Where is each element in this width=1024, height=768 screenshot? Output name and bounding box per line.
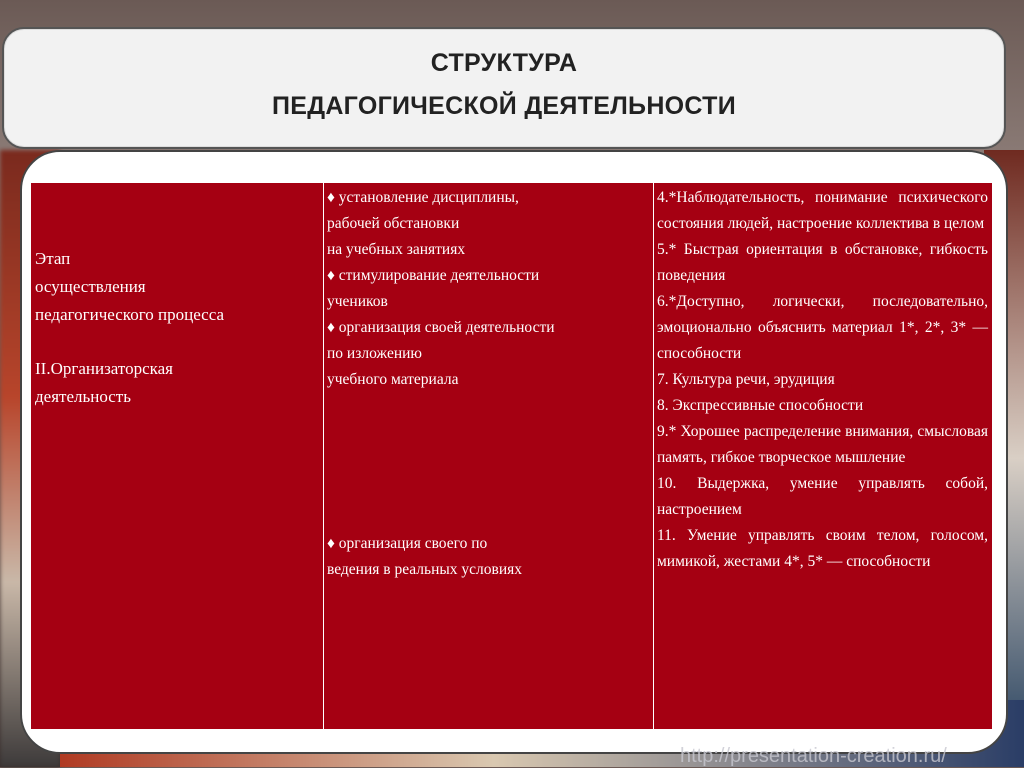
slide-title-line-2: ПЕДАГОГИЧЕСКОЙ ДЕЯТЕЛЬНОСТИ (271, 92, 737, 120)
ability-item: 9.* Хорошее распределение внимания, смысловая память, гибкое творческое мышление (657, 423, 988, 466)
action-line: ♦ установление дисциплины, (327, 189, 519, 206)
slide-title-line-1: СТРУКТУРА (430, 49, 578, 77)
ability-item: 6.*Доступно, логически, последовательно, эмоционально объяснить материал 1*, 2*, 3* — способности (657, 293, 988, 362)
activity-type-line: II.Организаторская (35, 359, 174, 378)
stage-text-line: осуществления (35, 277, 146, 296)
action-line: по изложению (327, 345, 422, 362)
action-line: ♦ организация своего по (327, 535, 488, 552)
ability-item: 10. Выдержка, умение управлять собой, настроением (657, 475, 988, 518)
action-line: учеников (327, 293, 388, 310)
action-line: рабочей обстановки (327, 215, 460, 232)
ability-item: 4.*Наблюдательность, понимание психического состояния людей, настроение коллектива в целом (657, 189, 988, 232)
stage-text-line: Этап (35, 249, 71, 268)
ability-item: 7. Культура речи, эрудиция (657, 371, 835, 388)
activity-type-line: деятельность (35, 387, 131, 406)
action-line: ведения в реальных условиях (327, 561, 523, 578)
stage-text-line: педагогического процесса (35, 305, 225, 324)
stage-cell (31, 183, 324, 730)
action-line: ♦ организация своей деятельности (327, 319, 555, 336)
watermark-link: http://presentation-creation.ru/ (680, 745, 947, 767)
structure-table (30, 182, 993, 730)
ability-item: 11. Умение управлять своим телом, голосом, мимикой, жестами 4*, 5* — способности (657, 527, 988, 570)
ability-item: 5.* Быстрая ориентация в обстановке, гибкость поведения (657, 241, 988, 284)
action-line: на учебных занятиях (327, 241, 466, 258)
actions-cell (324, 183, 654, 730)
ability-item: 8. Экспрессивные способности (657, 397, 864, 414)
action-line: учебного материала (327, 371, 459, 388)
title-panel (2, 27, 1006, 149)
abilities-cell (654, 183, 993, 730)
table-row (31, 183, 993, 730)
action-line: ♦ стимулирование деятельности (327, 267, 540, 284)
